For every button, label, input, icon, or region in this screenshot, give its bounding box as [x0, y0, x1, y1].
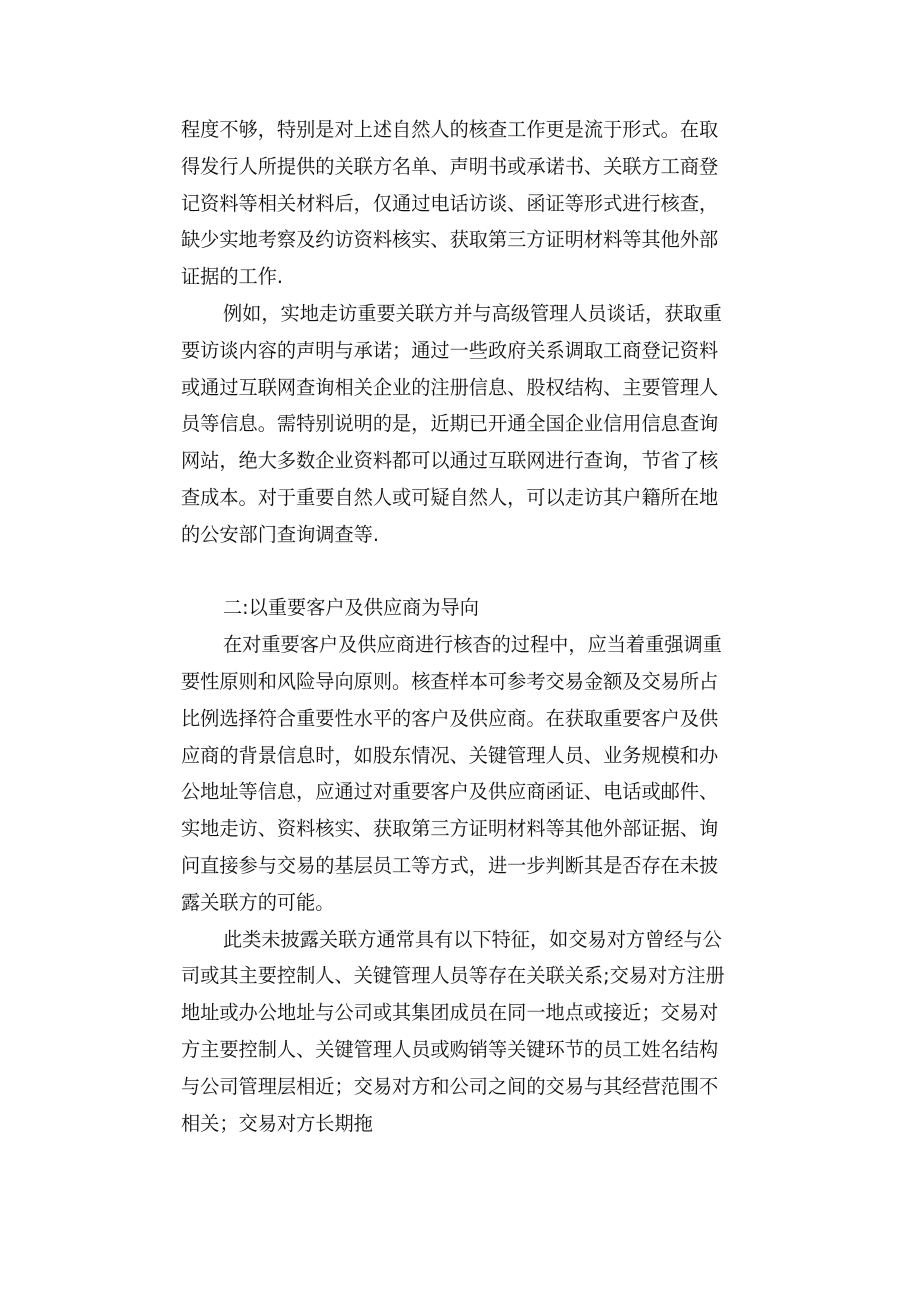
text-line: 方主要控制人、关键管理人员或购销等关键环节的员工姓名结构 — [181, 1037, 719, 1061]
text-line: 比例选择符合重要性水平的客户及供应商。在获取重要客户及供 — [181, 706, 719, 730]
text-line: 或通过互联网查询相关企业的注册信息、股权结构、主要管理人 — [181, 375, 719, 399]
text-line: 例如，实地走访重要关联方并与高级管理人员谈话，获取重 — [223, 301, 722, 325]
text-line: 地址或办公地址与公司或其集团成员在同一地点或接近；交易对 — [181, 1001, 719, 1025]
text-line: 程度不够，特别是对上述自然人的核查工作更是流于形式。在取 — [181, 118, 719, 141]
text-line: 与公司管理层相近；交易对方和公司之间的交易与其经营范围不 — [181, 1074, 719, 1098]
paragraph-1 — [181, 112, 741, 296]
text-line: 网站，绝大多数企业资料都可以通过互联网进行查询，节省了核 — [181, 449, 719, 473]
blank-line — [181, 554, 741, 591]
text-line: 公地址等信息，应通过对重要客户及供应商函证、电话或邮件、 — [181, 780, 719, 804]
paragraph-2 — [181, 296, 741, 554]
text-line: 司或其主要控制人、关键管理人员等存在关联关系;交易对方注册 — [181, 964, 725, 988]
text-line: 的公安部门查询调查等. — [181, 522, 379, 546]
text-line: 相关；交易对方长期拖 — [181, 1111, 373, 1135]
paragraph-4 — [181, 922, 741, 1143]
text-line: 在对重要客户及供应商进行核杳的过程中，应当着重强调重 — [223, 633, 722, 657]
text-line: 实地走访、资料核实、获取第三方证明材料等其他外部证据、询 — [181, 817, 719, 841]
text-line: 问直接参与交易的基层员工等方式，进一步判断其是否存在未披 — [181, 853, 719, 877]
text-line: 查成本。对于重要自然人或可疑自然人，可以走访其户籍所在地 — [181, 485, 719, 509]
text-line: 此类未披露关联方通常具有以下特征，如交易对方曾经与公 — [223, 927, 722, 951]
section-heading: 二:以重要客户及供应商为导向 — [223, 596, 479, 620]
text-line: 员等信息。需特别说明的是，近期已开通全国企业信用信息查询 — [181, 412, 719, 436]
text-line: 记资料等相关材料后，仅通过电话访谈、函证等形式进行核查， — [181, 191, 719, 215]
text-line: 得发行人所提供的关联方名单、声明书或承诺书、关联方工商登 — [181, 154, 719, 178]
text-line: 露关联方的可能。 — [181, 890, 335, 914]
text-line: 缺少实地考察及约访资料核实、获取第三方证明材料等其他外部 — [181, 228, 719, 252]
text-line: 应商的背景信息时，如股东情况、关键管理人员、业务规模和办 — [181, 743, 719, 767]
text-line: 证据的工作. — [181, 265, 284, 289]
document-body — [181, 112, 741, 1142]
text-line: 要访谈内容的声明与承诺；通过一些政府关系调取工商登记资料 — [181, 338, 719, 362]
text-line: 要性原则和风险导向原则。核查样本可参考交易金额及交易所占 — [181, 669, 719, 693]
paragraph-3 — [181, 627, 741, 921]
